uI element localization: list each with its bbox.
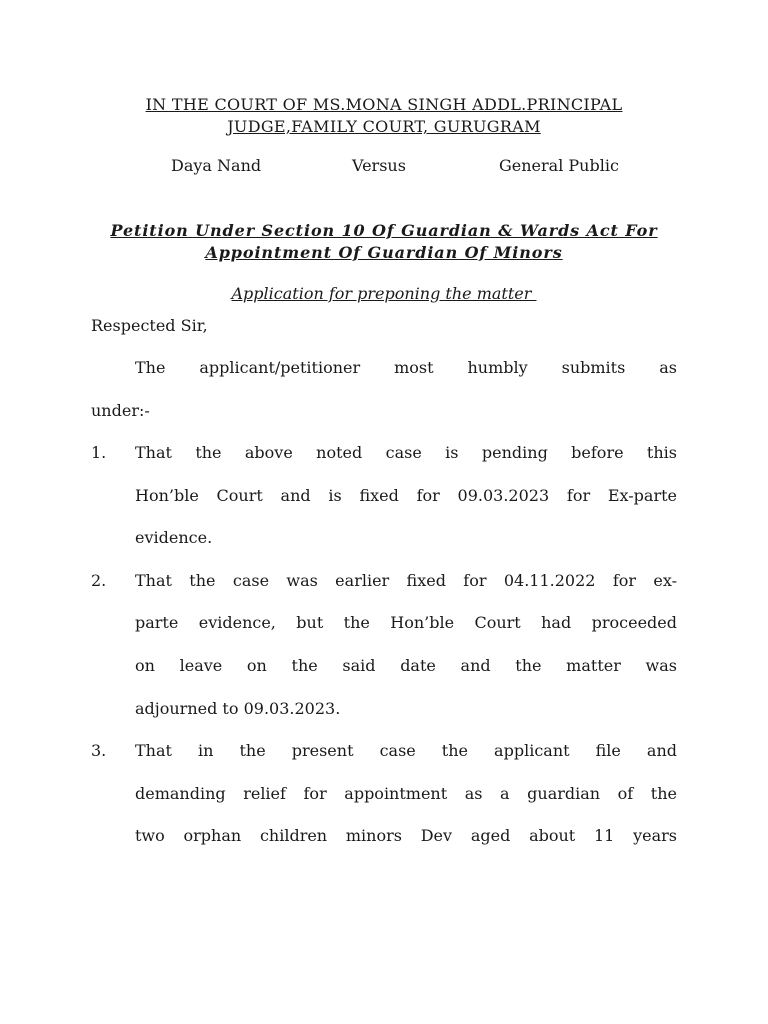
petition-title-line-2: Appointment Of Guardian Of Minors [205, 243, 563, 262]
point-2-line-4: adjourned to 09.03.2023. [135, 699, 341, 718]
point-1-line-1: That the above noted case is pending before this [135, 443, 677, 462]
point-3-line-1: That in the present case the applicant file and [135, 741, 677, 760]
court-heading-line-1: IN THE COURT OF MS.MONA SINGH ADDL.PRINCIPAL [145, 95, 623, 114]
petition-title [88, 220, 680, 264]
application-title-text: Application for preponing the matter [231, 284, 537, 303]
respondent-name: General Public [499, 156, 619, 175]
versus-label: Versus [352, 156, 406, 175]
petitioner-name: Daya Nand [171, 156, 262, 175]
point-2-line-2: parte evidence, but the Hon’ble Court had proceeded [135, 613, 677, 632]
salutation: Respected Sir, [91, 316, 208, 335]
court-heading-line-2: JUDGE,FAMILY COURT, GURUGRAM [227, 117, 541, 136]
intro-line-1: The applicant/petitioner most humbly submits as [135, 358, 677, 377]
court-heading [60, 94, 708, 138]
point-2-line-1: That the case was earlier fixed for 04.11.2022 for ex- [135, 571, 677, 590]
point-3-line-2: demanding relief for appointment as a guardian of the [135, 784, 677, 803]
petition-title-line-1: Petition Under Section 10 Of Guardian & Wards Act For [110, 221, 658, 240]
point-1-line-3: evidence. [135, 528, 213, 547]
point-1-line-2: Hon’ble Court and is fixed for 09.03.2023 for Ex-parte [135, 486, 677, 505]
case-parties [0, 156, 768, 180]
application-title [0, 284, 768, 303]
point-3-line-3: two orphan children minors Dev aged about 11 years [135, 826, 677, 845]
point-number: 3. [91, 741, 107, 760]
point-number: 1. [91, 443, 107, 462]
point-number: 2. [91, 571, 107, 590]
intro-line-2: under:- [91, 401, 150, 420]
point-2-line-3: on leave on the said date and the matter was [135, 656, 677, 675]
